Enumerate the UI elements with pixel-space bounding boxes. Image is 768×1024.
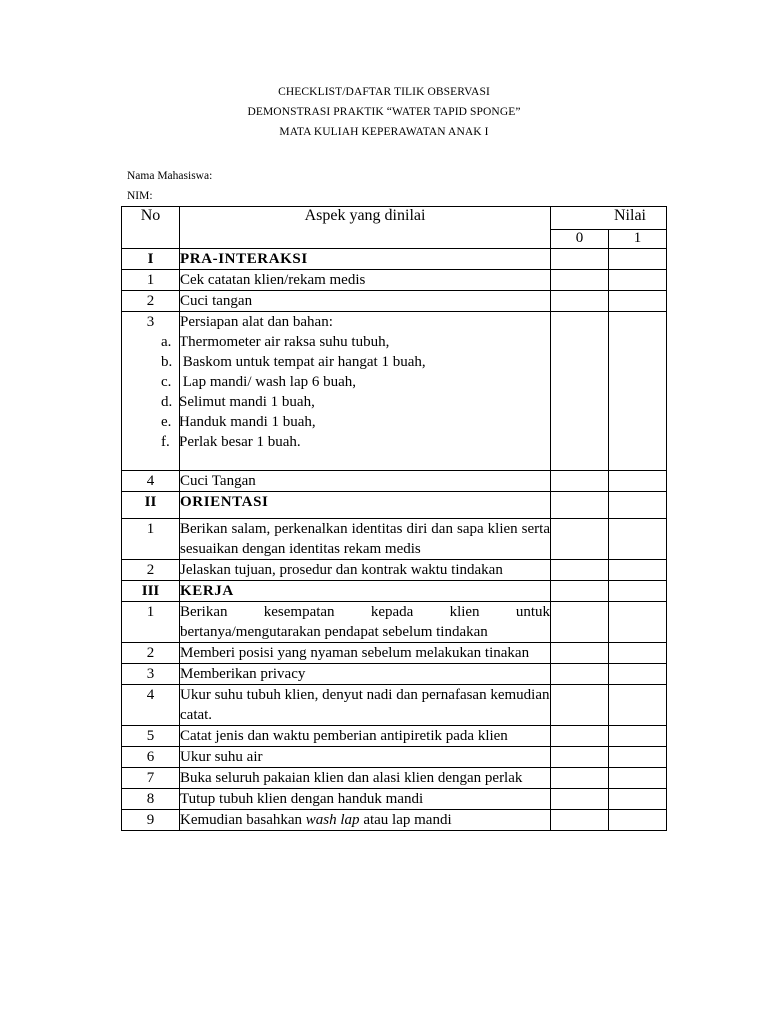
- item-text: Catat jenis dan waktu pemberian antipiretik pada klien: [180, 726, 551, 747]
- table-row: [122, 726, 667, 747]
- score-0-cell[interactable]: [551, 519, 609, 560]
- item-no: 1: [122, 270, 180, 291]
- score-0-cell[interactable]: [551, 581, 609, 602]
- item-no: 3: [122, 664, 180, 685]
- score-1-cell[interactable]: [609, 291, 667, 312]
- col-score-header: Nilai: [551, 207, 667, 230]
- score-1-cell[interactable]: [609, 519, 667, 560]
- score-0-cell[interactable]: [551, 810, 609, 831]
- score-0-cell[interactable]: [551, 291, 609, 312]
- col-no-header: No: [122, 207, 180, 249]
- table-row: [122, 602, 667, 643]
- score-1-cell[interactable]: [609, 471, 667, 492]
- student-name-label: Nama Mahasiswa:: [127, 170, 213, 182]
- section-row-orientasi: [122, 492, 667, 519]
- section-title: KERJA: [180, 581, 551, 602]
- item-text: Berikan kesempatan kepada klien untuk bertanya/mengutarakan pendapat sebelum tindakan: [180, 602, 551, 643]
- section-row-pra-interaksi: [122, 249, 667, 270]
- item-text: Jelaskan tujuan, prosedur dan kontrak waktu tindakan: [180, 560, 551, 581]
- score-1-cell[interactable]: [609, 726, 667, 747]
- score-1-cell[interactable]: [609, 643, 667, 664]
- section-row-kerja: [122, 581, 667, 602]
- item-no: 5: [122, 726, 180, 747]
- score-0-cell[interactable]: [551, 643, 609, 664]
- list-item: f. Perlak besar 1 buah.: [161, 434, 301, 450]
- score-1-cell[interactable]: [609, 249, 667, 270]
- item-no: 4: [122, 471, 180, 492]
- item-no: 4: [122, 685, 180, 726]
- score-1-cell[interactable]: [609, 581, 667, 602]
- score-1-cell[interactable]: [609, 810, 667, 831]
- table-row: [122, 312, 667, 471]
- table-row: [122, 291, 667, 312]
- section-title: ORIENTASI: [180, 492, 551, 519]
- score-1-cell[interactable]: [609, 270, 667, 291]
- item-text: Cek catatan klien/rekam medis: [180, 270, 551, 291]
- section-no: II: [122, 492, 180, 519]
- checklist-table: [121, 206, 667, 831]
- item-text: Berikan salam, perkenalkan identitas diri dan sapa klien serta sesuaikan dengan identitas rekam medis: [180, 519, 551, 560]
- table-row: [122, 789, 667, 810]
- item-no: 9: [122, 810, 180, 831]
- table-row: [122, 643, 667, 664]
- score-0-header: 0: [551, 230, 609, 249]
- score-0-cell[interactable]: [551, 249, 609, 270]
- score-1-cell[interactable]: [609, 560, 667, 581]
- item-text: Memberikan privacy: [180, 664, 551, 685]
- item-no: 2: [122, 291, 180, 312]
- section-no: I: [122, 249, 180, 270]
- table-row: [122, 471, 667, 492]
- item-no: 2: [122, 643, 180, 664]
- score-1-cell[interactable]: [609, 685, 667, 726]
- score-0-cell[interactable]: [551, 768, 609, 789]
- table-row: [122, 747, 667, 768]
- list-item: c. Lap mandi/ wash lap 6 buah,: [161, 374, 357, 390]
- score-0-cell[interactable]: [551, 471, 609, 492]
- list-item: e. Handuk mandi 1 buah,: [161, 414, 316, 430]
- section-title: PRA-INTERAKSI: [180, 249, 551, 270]
- table-row: [122, 270, 667, 291]
- item-no: 8: [122, 789, 180, 810]
- score-1-cell[interactable]: [609, 312, 667, 471]
- table-header-row: [122, 207, 667, 230]
- list-item: d. Selimut mandi 1 buah,: [161, 394, 315, 410]
- student-info: [127, 166, 212, 206]
- item-text: Cuci tangan: [180, 291, 551, 312]
- table-row: [122, 560, 667, 581]
- item-text: Ukur suhu tubuh klien, denyut nadi dan pernafasan kemudian catat.: [180, 685, 551, 726]
- item-no: 2: [122, 560, 180, 581]
- score-1-header: 1: [609, 230, 667, 249]
- list-item: a. Thermometer air raksa suhu tubuh,: [161, 334, 390, 350]
- item-no: 1: [122, 519, 180, 560]
- score-0-cell[interactable]: [551, 726, 609, 747]
- item-text: Buka seluruh pakaian klien dan alasi klien dengan perlak: [180, 768, 551, 789]
- section-no: III: [122, 581, 180, 602]
- table-row: [122, 685, 667, 726]
- score-0-cell[interactable]: [551, 492, 609, 519]
- student-nim-label: NIM:: [127, 190, 153, 202]
- item-text: Ukur suhu air: [180, 747, 551, 768]
- score-1-cell[interactable]: [609, 747, 667, 768]
- table-row: [122, 768, 667, 789]
- score-0-cell[interactable]: [551, 747, 609, 768]
- item-text: Tutup tubuh klien dengan handuk mandi: [180, 789, 551, 810]
- doc-subtitle: DEMONSTRASI PRAKTIK “WATER TAPID SPONGE”: [247, 106, 521, 118]
- item-text: Kemudian basahkan wash lap atau lap mandi: [180, 810, 551, 831]
- score-1-cell[interactable]: [609, 789, 667, 810]
- score-0-cell[interactable]: [551, 560, 609, 581]
- table-row: [122, 519, 667, 560]
- item-no: 6: [122, 747, 180, 768]
- item-text: Persiapan alat dan bahan:: [180, 314, 333, 330]
- score-1-cell[interactable]: [609, 492, 667, 519]
- score-0-cell[interactable]: [551, 312, 609, 471]
- table-row: [122, 810, 667, 831]
- course-title: MATA KULIAH KEPERAWATAN ANAK I: [279, 126, 489, 138]
- item-no: 3: [122, 312, 180, 471]
- item-text: Memberi posisi yang nyaman sebelum melakukan tinakan: [180, 643, 551, 664]
- doc-title: CHECKLIST/DAFTAR TILIK OBSERVASI: [278, 86, 490, 98]
- score-0-cell[interactable]: [551, 664, 609, 685]
- item-text-list: [161, 312, 551, 471]
- score-0-cell[interactable]: [551, 602, 609, 643]
- score-0-cell[interactable]: [551, 789, 609, 810]
- score-0-cell[interactable]: [551, 270, 609, 291]
- item-no: 7: [122, 768, 180, 789]
- table-row: [122, 664, 667, 685]
- item-no: 1: [122, 602, 180, 643]
- score-1-cell[interactable]: [609, 664, 667, 685]
- col-aspect-header: Aspek yang dinilai: [180, 207, 551, 249]
- score-1-cell[interactable]: [609, 602, 667, 643]
- score-0-cell[interactable]: [551, 685, 609, 726]
- list-item: b. Baskom untuk tempat air hangat 1 buah,: [161, 354, 426, 370]
- score-1-cell[interactable]: [609, 768, 667, 789]
- document-header: [0, 82, 768, 142]
- item-text: Cuci Tangan: [180, 471, 551, 492]
